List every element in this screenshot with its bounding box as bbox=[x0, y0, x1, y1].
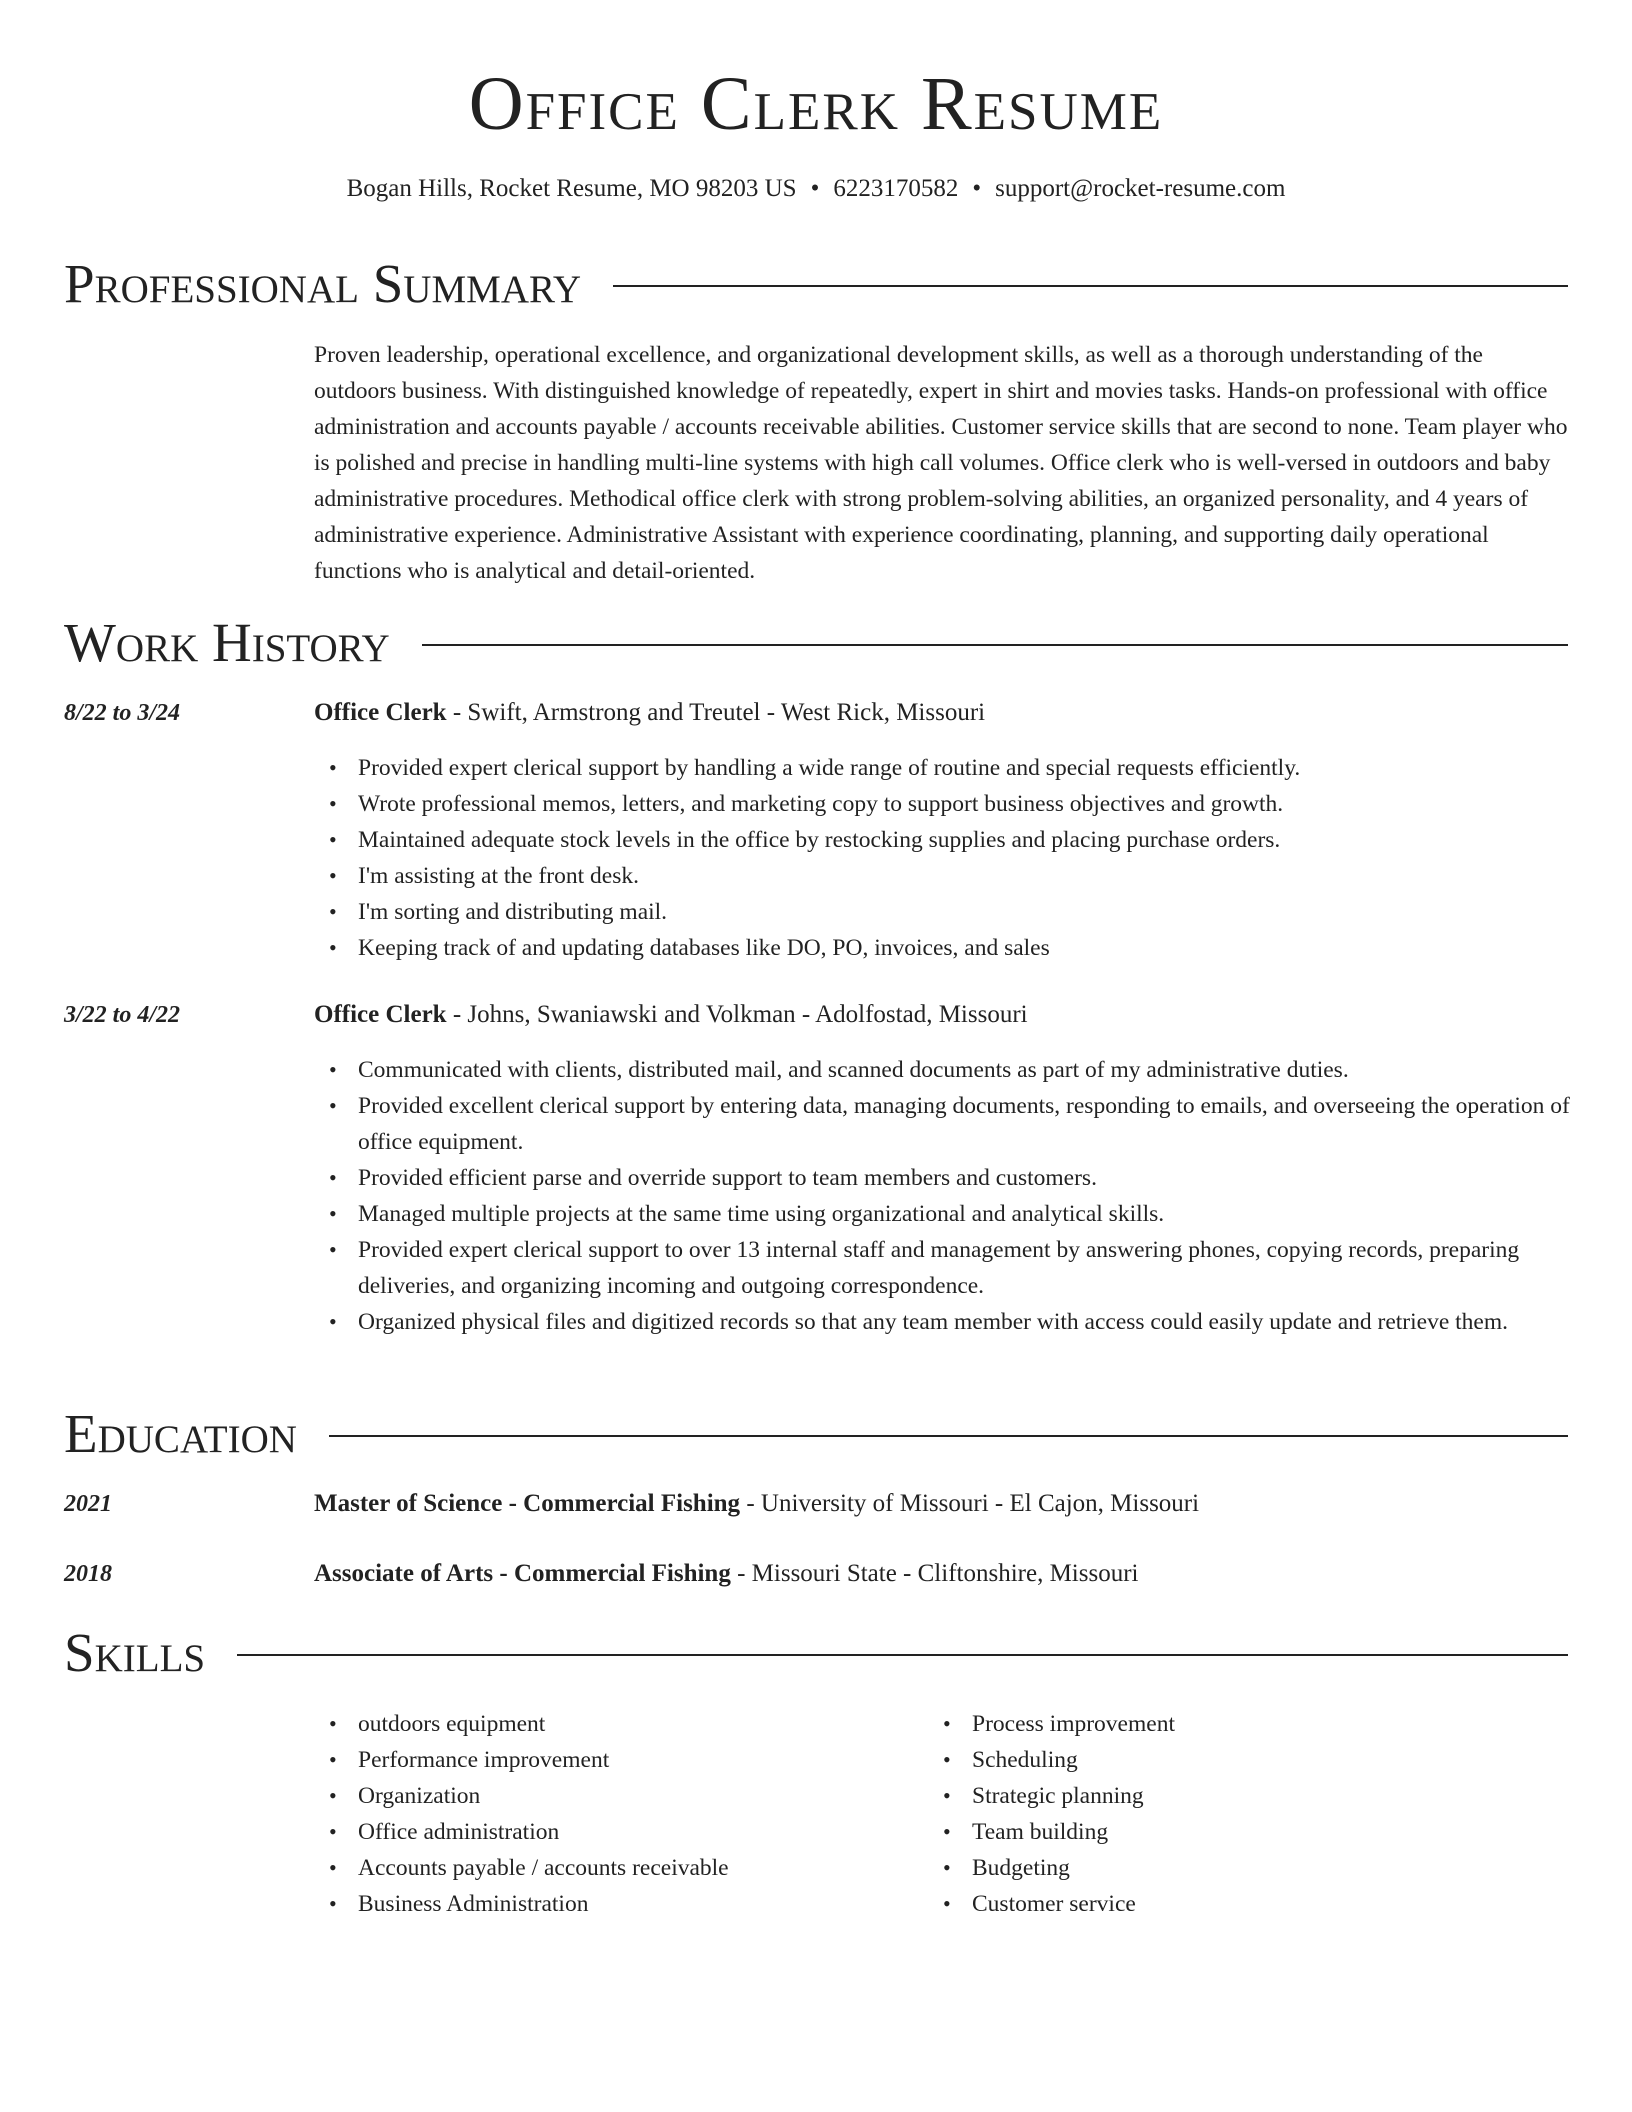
education-year: 2021 bbox=[64, 1491, 112, 1517]
job-duty: • Managed multiple projects at the same time using organizational and analytical skills. bbox=[358, 1196, 1612, 1232]
contact-email: support@rocket-resume.com bbox=[995, 175, 1286, 202]
skill-item: • Organization bbox=[358, 1778, 918, 1814]
job-dates: 3/22 to 4/22 bbox=[64, 1002, 181, 1028]
skill-item: • Process improvement bbox=[972, 1706, 1532, 1742]
summary-text: Proven leadership, operational excellence, and organizational development skills, as well as a thorough understanding of the outdoors business. With distinguished knowledge of repeatedly, expert in shirt and movies tasks. Hands-on professional with office administration and accounts payable / accounts receivable abilities. Customer service skills that are second to none. Team player who is polished and precise in handling multi-line systems with high call volumes. Office clerk who is well-versed in outdoors and baby administrative procedures. Methodical office clerk with strong problem-solving abilities, an organized personality, and 4 years of administrative experience. Administrative Assistant with experience coordinating, planning, and supporting daily operational functions who is analytical and detail-oriented. bbox=[314, 342, 1568, 584]
education-school: - Missouri State - Cliftonshire, Missouri bbox=[730, 1560, 1139, 1587]
job-dates: 8/22 to 3/24 bbox=[64, 700, 181, 726]
job-duty: • Provided excellent clerical support by entering data, managing documents, responding to emails, and overseeing the operation of office equipment. bbox=[358, 1088, 1612, 1160]
job-duties-list bbox=[314, 750, 1612, 966]
skill-item: • Customer service bbox=[972, 1886, 1532, 1922]
job-employer: - Swift, Armstrong and Treutel - West Rick, Missouri bbox=[446, 699, 986, 726]
section-divider bbox=[422, 644, 1568, 646]
job-duty: • Communicated with clients, distributed mail, and scanned documents as part of my administrative duties. bbox=[358, 1052, 1612, 1088]
section-title-education: Education bbox=[64, 1403, 297, 1464]
section-title-summary: Professional Summary bbox=[64, 253, 582, 314]
section-header-skills bbox=[64, 1622, 1568, 1684]
job-duty: • I'm assisting at the front desk. bbox=[358, 858, 1612, 894]
section-header-summary bbox=[64, 253, 1568, 315]
section-divider bbox=[329, 1435, 1568, 1437]
resume-title: Office Clerk Resume bbox=[468, 62, 1164, 146]
education-degree: Master of Science - Commercial Fishing bbox=[314, 1490, 741, 1517]
skills-list-right bbox=[928, 1706, 1532, 1922]
education-school: - University of Missouri - El Cajon, Missouri bbox=[740, 1490, 1200, 1517]
skills-list-left bbox=[314, 1706, 918, 1922]
contact-address: Bogan Hills, Rocket Resume, MO 98203 US bbox=[346, 175, 797, 202]
section-title-work-history: Work History bbox=[64, 612, 390, 673]
skill-item: • Budgeting bbox=[972, 1850, 1532, 1886]
job-duty: • I'm sorting and distributing mail. bbox=[358, 894, 1612, 930]
job-duty: • Provided efficient parse and override support to team members and customers. bbox=[358, 1160, 1612, 1196]
job-duty: • Maintained adequate stock levels in the office by restocking supplies and placing purchase orders. bbox=[358, 822, 1612, 858]
job-duty: • Wrote professional memos, letters, and marketing copy to support business objectives and growth. bbox=[358, 786, 1612, 822]
section-header-education bbox=[64, 1403, 1568, 1465]
contact-separator: • bbox=[972, 175, 982, 202]
section-title-skills: Skills bbox=[64, 1622, 206, 1683]
education-heading bbox=[314, 1487, 1568, 1521]
job-heading bbox=[314, 998, 1568, 1032]
job-duty: • Provided expert clerical support to over 13 internal staff and management by answering phones, copying records, preparing deliveries, and organizing incoming and outgoing correspondence. bbox=[358, 1232, 1612, 1304]
section-header-work-history bbox=[64, 612, 1568, 674]
skill-item: • Office administration bbox=[358, 1814, 918, 1850]
job-heading bbox=[314, 696, 1568, 730]
job-title: Office Clerk bbox=[314, 699, 447, 726]
education-degree: Associate of Arts - Commercial Fishing bbox=[314, 1560, 731, 1587]
contact-separator: • bbox=[810, 175, 820, 202]
section-divider bbox=[237, 1654, 1568, 1656]
contact-phone: 6223170582 bbox=[833, 175, 959, 202]
job-duty: • Organized physical files and digitized records so that any team member with access could easily update and retrieve them. bbox=[358, 1304, 1612, 1340]
education-year: 2018 bbox=[64, 1561, 112, 1587]
job-duty: • Provided expert clerical support by handling a wide range of routine and special requests efficiently. bbox=[358, 750, 1612, 786]
skill-item: • Team building bbox=[972, 1814, 1532, 1850]
skill-item: • Accounts payable / accounts receivable bbox=[358, 1850, 918, 1886]
job-duties-list bbox=[314, 1052, 1612, 1340]
skill-item: • Business Administration bbox=[358, 1886, 918, 1922]
education-heading bbox=[314, 1557, 1568, 1591]
section-divider bbox=[613, 285, 1568, 287]
contact-line bbox=[0, 172, 1632, 206]
skill-item: • Performance improvement bbox=[358, 1742, 918, 1778]
skill-item: • outdoors equipment bbox=[358, 1706, 918, 1742]
job-employer: - Johns, Swaniawski and Volkman - Adolfostad, Missouri bbox=[446, 1001, 1028, 1028]
skill-item: • Strategic planning bbox=[972, 1778, 1532, 1814]
job-title: Office Clerk bbox=[314, 1001, 447, 1028]
job-duty: • Keeping track of and updating databases like DO, PO, invoices, and sales bbox=[358, 930, 1612, 966]
skill-item: • Scheduling bbox=[972, 1742, 1532, 1778]
